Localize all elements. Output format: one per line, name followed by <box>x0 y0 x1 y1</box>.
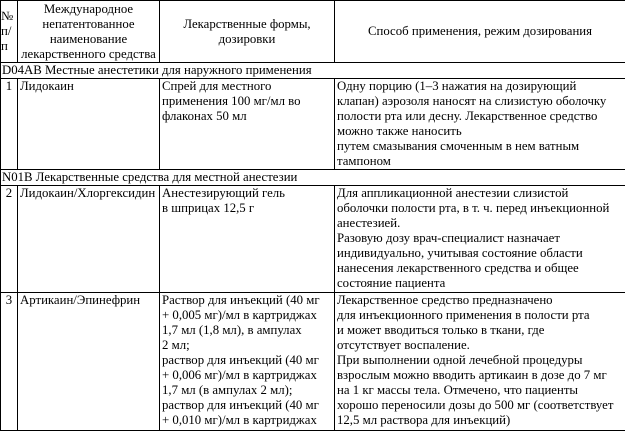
table-header-row <box>1 1 625 63</box>
row-forms: Спрей для местного применения 100 мг/мл во флаконах 50 мл <box>160 79 335 170</box>
header-forms: Лекарственные формы, дозировки <box>160 1 335 63</box>
row-forms: Анестезирующий гель в шприцах 12,5 г <box>160 186 335 293</box>
row-method: Для аппликационной анестезии слизистой оболочки полости рта, в т. ч. перед инъекционной анестезией. Разовую дозу врач-специалист назначает индивидуально, учитывая состояние области нанесения лекарственного средства и общее состояние пациента <box>335 186 625 293</box>
section-row <box>1 63 625 79</box>
row-num: 3 <box>1 293 18 431</box>
row-forms: Раствор для инъекций (40 мг + 0,005 мг)/мл в картриджах 1,7 мл (1,8 мл), в ампулах 2 мл; раствор для инъекций (40 мг + 0,006 мг)/мл в картриджах 1,7 мл (в ампулах 2 мл); раствор для инъекций (40 мг + 0,010 мг)/мл в картриджах <box>160 293 335 431</box>
section-title: D04AB Местные анестетики для наружного применения <box>1 63 625 79</box>
section-row <box>1 170 625 186</box>
row-method: Одну порцию (1–3 нажатия на дозирующий клапан) аэрозоля наносят на слизистую оболочку полости рта или десну. Лекарственное средство можно также наносить путем смазывания смоченным в нем ватным тампоном <box>335 79 625 170</box>
row-num: 2 <box>1 186 18 293</box>
row-name: Лидокаин <box>18 79 160 170</box>
row-name: Артикаин/Эпинефрин <box>18 293 160 431</box>
header-num: № п/п <box>1 1 18 63</box>
table-row <box>1 79 625 170</box>
row-num: 1 <box>1 79 18 170</box>
row-method: Лекарственное средство предназначено для инъекционного применения в полости рта и может вводиться только в ткани, где отсутствует воспаление. При выполнении одной лечебной процедуры взрослым можно вводить артикаин в дозе до 7 мг на 1 кг массы тела. Отмечено, что пациенты хорошо переносили дозы до 500 мг (соответствует 12,5 мл раствора для инъекций) <box>335 293 625 431</box>
section-title: N01B Лекарственные средства для местной анестезии <box>1 170 625 186</box>
table-row <box>1 186 625 293</box>
row-name: Лидокаин/Хлоргексидин <box>18 186 160 293</box>
header-method: Способ применения, режим дозирования <box>335 1 625 63</box>
table-row <box>1 293 625 431</box>
header-name: Международное непатентованное наименование лекарственного средства <box>18 1 160 63</box>
